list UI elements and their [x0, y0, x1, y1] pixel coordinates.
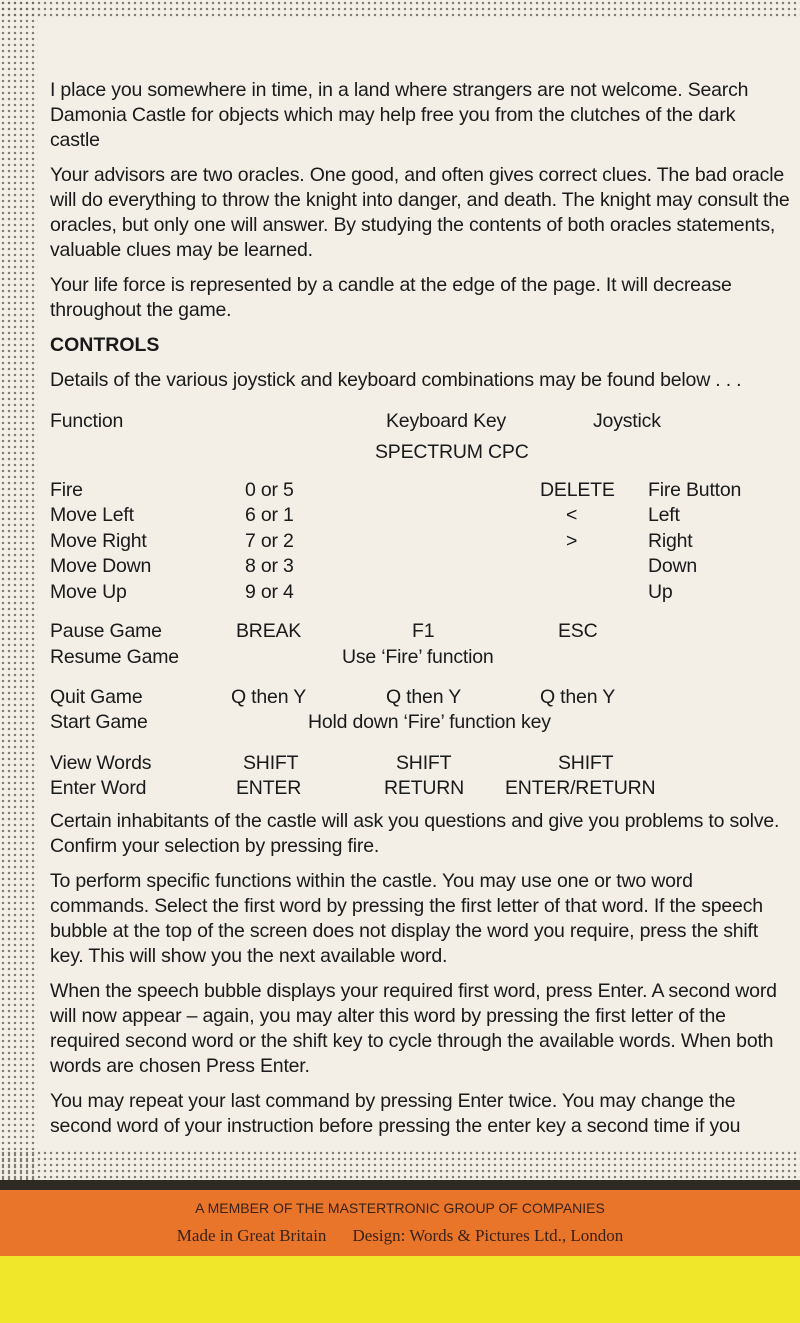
quit-label: Quit Game — [50, 686, 143, 708]
move-up-label: Move Up — [50, 581, 127, 603]
move-right-cpc: > — [566, 530, 578, 552]
start-instruction: Hold down ‘Fire’ function key — [308, 711, 551, 733]
dot-border-bottom — [0, 1150, 800, 1180]
view-words-spectrum: SHIFT — [243, 752, 299, 774]
move-right-joystick: Right — [648, 530, 693, 552]
controls-table — [50, 403, 790, 803]
controls-intro: Details of the various joystick and keyboard combinations may be found below . . . — [50, 369, 742, 391]
resume-label: Resume Game — [50, 646, 179, 668]
view-words-label: View Words — [50, 752, 152, 774]
pause-cpc-f1: F1 — [412, 620, 435, 642]
pause-spectrum: BREAK — [236, 620, 302, 642]
dot-border-left — [0, 0, 38, 1180]
move-down-spectrum: 8 or 3 — [245, 555, 294, 577]
design-credit: Design: Words & Pictures Ltd., London — [352, 1226, 624, 1245]
credits-line — [0, 1226, 800, 1246]
move-down-joystick: Down — [648, 555, 698, 577]
col-keyboard-header: Keyboard Key — [386, 410, 507, 432]
move-up-spectrum: 9 or 4 — [245, 581, 294, 603]
pause-label: Pause Game — [50, 620, 162, 642]
quit-joystick: Q then Y — [540, 686, 616, 708]
move-down-label: Move Down — [50, 555, 152, 577]
col-function-header: Function — [50, 410, 124, 432]
move-left-cpc: < — [566, 504, 578, 526]
move-right-spectrum: 7 or 2 — [245, 530, 294, 552]
mastertronic-member-line: A MEMBER OF THE MASTERTRONIC GROUP OF COMPANIES — [195, 1200, 605, 1216]
move-left-label: Move Left — [50, 504, 134, 526]
life-force-paragraph: Your life force is represented by a candle at the edge of the page. It will decrease throughout the game. — [50, 274, 732, 321]
move-left-joystick: Left — [648, 504, 680, 526]
inhabitants-paragraph: Certain inhabitants of the castle will ask you questions and give you problems to solve. Confirm your selection by pressing fire. — [50, 810, 780, 857]
footer-dark-rule — [0, 1180, 800, 1190]
move-left-spectrum: 6 or 1 — [245, 504, 294, 526]
fire-spectrum: 0 or 5 — [245, 479, 294, 501]
instructions-page — [50, 78, 790, 1149]
view-words-cpc: SHIFT — [396, 752, 452, 774]
commands-paragraph: To perform specific functions within the castle. You may use one or two word commands. Select the first word by pressing the first letter of that word. If the speech bubble at the top of the screen does not display the word you require, press the shift key. This will show you the next available word. — [50, 870, 763, 967]
quit-spectrum: Q then Y — [231, 686, 307, 708]
quit-cpc: Q then Y — [386, 686, 462, 708]
move-right-label: Move Right — [50, 530, 147, 552]
fire-cpc: DELETE — [540, 479, 615, 501]
move-up-joystick: Up — [648, 581, 673, 603]
start-label: Start Game — [50, 711, 148, 733]
col-joystick-header: Joystick — [593, 410, 661, 432]
dot-border-top — [0, 0, 800, 18]
fire-joystick: Fire Button — [648, 479, 742, 501]
made-in-text: Made in Great Britain — [176, 1226, 327, 1245]
second-word-paragraph: When the speech bubble displays your required first word, press Enter. A second word will now appear – again, you may alter this word by pressing the first letter of the required second word or the shift key to cycle through the available words. When both words are chosen Press Enter. — [50, 980, 777, 1077]
resume-instruction: Use ‘Fire’ function — [342, 646, 494, 668]
controls-heading: CONTROLS — [50, 334, 160, 356]
oracles-paragraph: Your advisors are two oracles. One good, and often gives correct clues. The bad oracle will do everything to throw the knight into danger, and death. The knight may consult the oracles, but only one will answer. By studying the contents of both oracles statements, valuable clues may be learned. — [50, 164, 790, 261]
enter-word-spectrum: ENTER — [236, 777, 302, 799]
fire-label: Fire — [50, 479, 83, 501]
footer-orange-band — [0, 1190, 800, 1256]
view-words-other: SHIFT — [558, 752, 614, 774]
enter-word-other: ENTER/RETURN — [505, 777, 656, 799]
platform-subheader: SPECTRUM CPC — [375, 441, 529, 463]
intro-paragraph: I place you somewhere in time, in a land where strangers are not welcome. Search Damonia Castle for objects which may help free you from the clutches of the dark castle — [50, 79, 749, 151]
pause-cpc-esc: ESC — [558, 620, 598, 642]
enter-word-cpc: RETURN — [384, 777, 465, 799]
footer-yellow-band — [0, 1256, 800, 1323]
enter-word-label: Enter Word — [50, 777, 147, 799]
repeat-command-paragraph: You may repeat your last command by pressing Enter twice. You may change the second word of your instruction before pressing the enter key a second time if you — [50, 1090, 741, 1137]
